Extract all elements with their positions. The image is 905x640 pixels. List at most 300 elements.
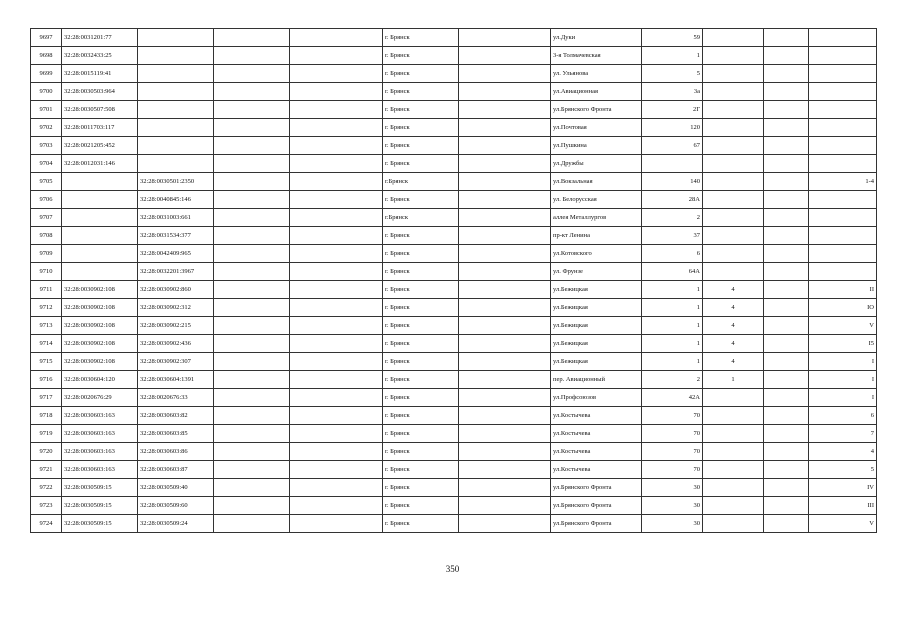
house-number-cell: 120 xyxy=(642,119,703,137)
cadastral-number-parcel-cell: 32:28:0032433:25 xyxy=(62,47,138,65)
building-number-cell xyxy=(703,389,764,407)
house-number-cell: 59 xyxy=(642,29,703,47)
house-number-cell: 1 xyxy=(642,353,703,371)
empty-cell-cell xyxy=(764,47,809,65)
street-cell: ул. Белорусская xyxy=(551,191,642,209)
empty-cell-cell xyxy=(764,191,809,209)
empty-cell-cell xyxy=(459,479,551,497)
house-number-cell: 1 xyxy=(642,47,703,65)
city-cell: г. Брянск xyxy=(383,371,459,389)
cadastral-number-object-cell xyxy=(138,119,214,137)
street-cell: ул.Дуки xyxy=(551,29,642,47)
apartment-cell: V xyxy=(809,515,877,533)
table-row xyxy=(31,137,877,155)
city-cell: г. Брянск xyxy=(383,515,459,533)
city-cell: г. Брянск xyxy=(383,191,459,209)
empty-cell-cell xyxy=(214,191,290,209)
empty-cell-cell xyxy=(764,29,809,47)
empty-cell-cell xyxy=(290,227,383,245)
cadastral-number-object-cell xyxy=(138,137,214,155)
building-number-cell xyxy=(703,497,764,515)
empty-cell-cell xyxy=(459,281,551,299)
house-number-cell: 70 xyxy=(642,443,703,461)
apartment-cell xyxy=(809,227,877,245)
empty-cell-cell xyxy=(290,83,383,101)
building-number-cell xyxy=(703,155,764,173)
city-cell: г. Брянск xyxy=(383,389,459,407)
table-row xyxy=(31,209,877,227)
apartment-cell: I5 xyxy=(809,335,877,353)
empty-cell-cell xyxy=(290,407,383,425)
empty-cell-cell xyxy=(290,245,383,263)
house-number-cell xyxy=(642,155,703,173)
building-number-cell: 4 xyxy=(703,317,764,335)
street-cell: ул.Авиационная xyxy=(551,83,642,101)
street-cell: ул.Котовского xyxy=(551,245,642,263)
cadastral-number-parcel-cell: 32:28:0021205:452 xyxy=(62,137,138,155)
building-number-cell xyxy=(703,29,764,47)
street-cell: ул. Фрунзе xyxy=(551,263,642,281)
empty-cell-cell xyxy=(459,209,551,227)
empty-cell-cell xyxy=(459,119,551,137)
empty-cell-cell xyxy=(214,443,290,461)
cadastral-number-object-cell: 32:28:0031003:661 xyxy=(138,209,214,227)
house-number-cell: 5 xyxy=(642,65,703,83)
apartment-cell: 1-4 xyxy=(809,173,877,191)
apartment-cell: II xyxy=(809,281,877,299)
city-cell: г.Брянск xyxy=(383,209,459,227)
empty-cell-cell xyxy=(459,353,551,371)
empty-cell-cell xyxy=(459,191,551,209)
apartment-cell xyxy=(809,101,877,119)
empty-cell-cell xyxy=(214,317,290,335)
street-cell: ул.Костычева xyxy=(551,443,642,461)
house-number-cell: 70 xyxy=(642,407,703,425)
row-number-cell: 9721 xyxy=(31,461,62,479)
empty-cell-cell xyxy=(214,335,290,353)
empty-cell-cell xyxy=(290,137,383,155)
empty-cell-cell xyxy=(764,443,809,461)
empty-cell-cell xyxy=(290,119,383,137)
house-number-cell: 1 xyxy=(642,317,703,335)
cadastral-number-object-cell: 32:28:0032201:3967 xyxy=(138,263,214,281)
street-cell: ул.Брянского Фронта xyxy=(551,101,642,119)
house-number-cell: 28А xyxy=(642,191,703,209)
empty-cell-cell xyxy=(764,155,809,173)
cadastral-number-object-cell: 32:28:0030603:85 xyxy=(138,425,214,443)
street-cell: ул.Бежицкая xyxy=(551,335,642,353)
city-cell: г. Брянск xyxy=(383,263,459,281)
apartment-cell: I xyxy=(809,371,877,389)
house-number-cell: 6 xyxy=(642,245,703,263)
empty-cell-cell xyxy=(459,65,551,83)
apartment-cell: IO xyxy=(809,299,877,317)
empty-cell-cell xyxy=(214,461,290,479)
empty-cell-cell xyxy=(290,29,383,47)
cadastral-number-object-cell: 32:28:0030902:436 xyxy=(138,335,214,353)
empty-cell-cell xyxy=(290,191,383,209)
street-cell: ул.Вокзальная xyxy=(551,173,642,191)
empty-cell-cell xyxy=(290,425,383,443)
empty-cell-cell xyxy=(764,299,809,317)
empty-cell-cell xyxy=(290,443,383,461)
city-cell: г. Брянск xyxy=(383,407,459,425)
building-number-cell xyxy=(703,101,764,119)
cadastral-number-parcel-cell: 32:28:0030603:163 xyxy=(62,425,138,443)
house-number-cell: 30 xyxy=(642,515,703,533)
table-row xyxy=(31,407,877,425)
empty-cell-cell xyxy=(764,407,809,425)
city-cell: г. Брянск xyxy=(383,299,459,317)
city-cell: г. Брянск xyxy=(383,443,459,461)
empty-cell-cell xyxy=(459,335,551,353)
empty-cell-cell xyxy=(764,65,809,83)
street-cell: ул.Костычева xyxy=(551,425,642,443)
empty-cell-cell xyxy=(764,389,809,407)
empty-cell-cell xyxy=(290,515,383,533)
empty-cell-cell xyxy=(214,245,290,263)
cadastral-number-object-cell xyxy=(138,47,214,65)
street-cell: ул.Профсоюзов xyxy=(551,389,642,407)
row-number-cell: 9724 xyxy=(31,515,62,533)
empty-cell-cell xyxy=(459,29,551,47)
empty-cell-cell xyxy=(764,263,809,281)
empty-cell-cell xyxy=(290,353,383,371)
building-number-cell xyxy=(703,461,764,479)
empty-cell-cell xyxy=(459,497,551,515)
table-row xyxy=(31,461,877,479)
house-number-cell: 30 xyxy=(642,497,703,515)
empty-cell-cell xyxy=(290,47,383,65)
street-cell: ул.Брянского Фронта xyxy=(551,497,642,515)
empty-cell-cell xyxy=(764,425,809,443)
street-cell: пер. Авиационный xyxy=(551,371,642,389)
house-number-cell: 67 xyxy=(642,137,703,155)
empty-cell-cell xyxy=(290,479,383,497)
empty-cell-cell xyxy=(459,371,551,389)
house-number-cell: 3а xyxy=(642,83,703,101)
table-row xyxy=(31,479,877,497)
apartment-cell: 6 xyxy=(809,407,877,425)
empty-cell-cell xyxy=(459,407,551,425)
table-row xyxy=(31,317,877,335)
city-cell: г. Брянск xyxy=(383,317,459,335)
apartment-cell: III xyxy=(809,497,877,515)
row-number-cell: 9722 xyxy=(31,479,62,497)
building-number-cell xyxy=(703,407,764,425)
row-number-cell: 9709 xyxy=(31,245,62,263)
street-cell: ул.Брянского Фронта xyxy=(551,479,642,497)
city-cell: г. Брянск xyxy=(383,119,459,137)
apartment-cell: 4 xyxy=(809,443,877,461)
empty-cell-cell xyxy=(214,155,290,173)
cadastral-number-parcel-cell xyxy=(62,191,138,209)
empty-cell-cell xyxy=(459,515,551,533)
row-number-cell: 9714 xyxy=(31,335,62,353)
cadastral-number-parcel-cell xyxy=(62,263,138,281)
cadastral-number-parcel-cell xyxy=(62,227,138,245)
cadastral-number-parcel-cell: 32:28:0030902:108 xyxy=(62,335,138,353)
street-cell: аллея Металлургов xyxy=(551,209,642,227)
street-cell: ул.Почтовая xyxy=(551,119,642,137)
cadastral-number-parcel-cell: 32:28:0030509:15 xyxy=(62,479,138,497)
apartment-cell xyxy=(809,155,877,173)
table-row xyxy=(31,515,877,533)
row-number-cell: 9717 xyxy=(31,389,62,407)
table-row xyxy=(31,443,877,461)
cadastral-number-object-cell xyxy=(138,155,214,173)
empty-cell-cell xyxy=(290,371,383,389)
building-number-cell xyxy=(703,137,764,155)
empty-cell-cell xyxy=(290,299,383,317)
apartment-cell xyxy=(809,245,877,263)
city-cell: г. Брянск xyxy=(383,137,459,155)
cadastral-number-object-cell: 32:28:0030501:2350 xyxy=(138,173,214,191)
empty-cell-cell xyxy=(214,173,290,191)
empty-cell-cell xyxy=(764,245,809,263)
empty-cell-cell xyxy=(764,371,809,389)
empty-cell-cell xyxy=(214,209,290,227)
cadastral-number-parcel-cell: 32:28:0030603:163 xyxy=(62,461,138,479)
apartment-cell: IV xyxy=(809,479,877,497)
cadastral-number-parcel-cell xyxy=(62,173,138,191)
table-row xyxy=(31,299,877,317)
apartment-cell xyxy=(809,137,877,155)
empty-cell-cell xyxy=(290,461,383,479)
building-number-cell: 1 xyxy=(703,371,764,389)
building-number-cell xyxy=(703,227,764,245)
data-table xyxy=(30,28,877,533)
empty-cell-cell xyxy=(290,101,383,119)
table-row xyxy=(31,101,877,119)
empty-cell-cell xyxy=(290,317,383,335)
cadastral-number-object-cell xyxy=(138,29,214,47)
house-number-cell: 2 xyxy=(642,209,703,227)
empty-cell-cell xyxy=(459,389,551,407)
row-number-cell: 9715 xyxy=(31,353,62,371)
house-number-cell: 37 xyxy=(642,227,703,245)
city-cell: г. Брянск xyxy=(383,425,459,443)
row-number-cell: 9697 xyxy=(31,29,62,47)
city-cell: г. Брянск xyxy=(383,227,459,245)
cadastral-number-parcel-cell: 32:28:0011703:117 xyxy=(62,119,138,137)
house-number-cell: 1 xyxy=(642,281,703,299)
building-number-cell: 4 xyxy=(703,353,764,371)
cadastral-number-object-cell: 32:28:0030902:312 xyxy=(138,299,214,317)
city-cell: г. Брянск xyxy=(383,353,459,371)
apartment-cell xyxy=(809,65,877,83)
street-cell: ул.Бежицкая xyxy=(551,281,642,299)
street-cell: ул.Костычева xyxy=(551,407,642,425)
table-row xyxy=(31,47,877,65)
table-row xyxy=(31,281,877,299)
apartment-cell xyxy=(809,209,877,227)
row-number-cell: 9698 xyxy=(31,47,62,65)
table-row xyxy=(31,353,877,371)
cadastral-number-parcel-cell xyxy=(62,209,138,227)
apartment-cell: I xyxy=(809,389,877,407)
table-row xyxy=(31,191,877,209)
cadastral-number-parcel-cell: 32:28:0030902:108 xyxy=(62,353,138,371)
row-number-cell: 9702 xyxy=(31,119,62,137)
empty-cell-cell xyxy=(290,497,383,515)
table-row xyxy=(31,155,877,173)
table-row xyxy=(31,119,877,137)
cadastral-number-parcel-cell: 32:28:0030503:964 xyxy=(62,83,138,101)
apartment-cell xyxy=(809,191,877,209)
row-number-cell: 9716 xyxy=(31,371,62,389)
cadastral-number-object-cell: 32:28:0030902:215 xyxy=(138,317,214,335)
empty-cell-cell xyxy=(764,173,809,191)
row-number-cell: 9713 xyxy=(31,317,62,335)
empty-cell-cell xyxy=(290,281,383,299)
empty-cell-cell xyxy=(214,515,290,533)
city-cell: г. Брянск xyxy=(383,47,459,65)
cadastral-number-parcel-cell: 32:28:0030509:15 xyxy=(62,515,138,533)
empty-cell-cell xyxy=(214,83,290,101)
empty-cell-cell xyxy=(290,65,383,83)
empty-cell-cell xyxy=(459,227,551,245)
empty-cell-cell xyxy=(290,263,383,281)
street-cell: ул. Ульянова xyxy=(551,65,642,83)
building-number-cell xyxy=(703,119,764,137)
apartment-cell xyxy=(809,29,877,47)
empty-cell-cell xyxy=(214,281,290,299)
empty-cell-cell xyxy=(459,137,551,155)
building-number-cell: 4 xyxy=(703,335,764,353)
empty-cell-cell xyxy=(214,263,290,281)
apartment-cell: I xyxy=(809,353,877,371)
empty-cell-cell xyxy=(459,443,551,461)
table-row xyxy=(31,263,877,281)
empty-cell-cell xyxy=(459,245,551,263)
empty-cell-cell xyxy=(764,101,809,119)
empty-cell-cell xyxy=(459,263,551,281)
cadastral-number-object-cell xyxy=(138,101,214,119)
empty-cell-cell xyxy=(459,173,551,191)
empty-cell-cell xyxy=(214,425,290,443)
cadastral-number-object-cell: 32:28:0030603:82 xyxy=(138,407,214,425)
building-number-cell xyxy=(703,83,764,101)
city-cell: г. Брянск xyxy=(383,281,459,299)
empty-cell-cell xyxy=(459,299,551,317)
cadastral-number-parcel-cell: 32:28:0030902:108 xyxy=(62,281,138,299)
house-number-cell: 70 xyxy=(642,461,703,479)
street-cell: ул.Бежицкая xyxy=(551,353,642,371)
apartment-cell xyxy=(809,47,877,65)
cadastral-number-object-cell: 32:28:0030902:307 xyxy=(138,353,214,371)
table-body xyxy=(31,29,877,533)
house-number-cell: 30 xyxy=(642,479,703,497)
apartment-cell: V xyxy=(809,317,877,335)
table-row xyxy=(31,371,877,389)
apartment-cell xyxy=(809,263,877,281)
empty-cell-cell xyxy=(214,479,290,497)
street-cell: ул.Костычева xyxy=(551,461,642,479)
building-number-cell: 4 xyxy=(703,281,764,299)
empty-cell-cell xyxy=(764,461,809,479)
empty-cell-cell xyxy=(214,299,290,317)
empty-cell-cell xyxy=(459,461,551,479)
cadastral-number-parcel-cell: 32:28:0030603:163 xyxy=(62,443,138,461)
empty-cell-cell xyxy=(214,101,290,119)
empty-cell-cell xyxy=(290,335,383,353)
empty-cell-cell xyxy=(459,155,551,173)
house-number-cell: 140 xyxy=(642,173,703,191)
house-number-cell: 2 xyxy=(642,371,703,389)
cadastral-number-parcel-cell: 32:28:0030902:108 xyxy=(62,317,138,335)
row-number-cell: 9701 xyxy=(31,101,62,119)
table-row xyxy=(31,335,877,353)
table-row xyxy=(31,65,877,83)
cadastral-number-parcel-cell: 32:28:0030603:163 xyxy=(62,407,138,425)
empty-cell-cell xyxy=(214,353,290,371)
row-number-cell: 9719 xyxy=(31,425,62,443)
building-number-cell xyxy=(703,173,764,191)
cadastral-number-object-cell: 32:28:0031534:377 xyxy=(138,227,214,245)
empty-cell-cell xyxy=(459,47,551,65)
empty-cell-cell xyxy=(459,83,551,101)
row-number-cell: 9703 xyxy=(31,137,62,155)
cadastral-number-object-cell: 32:28:0030902:860 xyxy=(138,281,214,299)
house-number-cell: 1 xyxy=(642,335,703,353)
empty-cell-cell xyxy=(459,425,551,443)
empty-cell-cell xyxy=(764,83,809,101)
empty-cell-cell xyxy=(459,317,551,335)
cadastral-number-object-cell: 32:28:0040845:146 xyxy=(138,191,214,209)
building-number-cell xyxy=(703,515,764,533)
building-number-cell xyxy=(703,245,764,263)
table-row xyxy=(31,227,877,245)
building-number-cell xyxy=(703,209,764,227)
city-cell: г. Брянск xyxy=(383,155,459,173)
empty-cell-cell xyxy=(764,209,809,227)
empty-cell-cell xyxy=(290,173,383,191)
street-cell: 3-я Толмачевская xyxy=(551,47,642,65)
apartment-cell: 5 xyxy=(809,461,877,479)
empty-cell-cell xyxy=(214,29,290,47)
cadastral-number-object-cell: 32:28:0042409:965 xyxy=(138,245,214,263)
street-cell: ул.Бежицкая xyxy=(551,317,642,335)
cadastral-number-object-cell: 32:28:0020676:33 xyxy=(138,389,214,407)
table-row xyxy=(31,389,877,407)
cadastral-number-object-cell: 32:28:0030509:40 xyxy=(138,479,214,497)
empty-cell-cell xyxy=(214,227,290,245)
cadastral-number-object-cell: 32:28:0030509:24 xyxy=(138,515,214,533)
building-number-cell: 4 xyxy=(703,299,764,317)
cadastral-number-parcel-cell: 32:28:0030604:120 xyxy=(62,371,138,389)
street-cell: ул.Пушкина xyxy=(551,137,642,155)
city-cell: г. Брянск xyxy=(383,245,459,263)
row-number-cell: 9718 xyxy=(31,407,62,425)
city-cell: г. Брянск xyxy=(383,335,459,353)
empty-cell-cell xyxy=(764,515,809,533)
building-number-cell xyxy=(703,263,764,281)
empty-cell-cell xyxy=(214,137,290,155)
row-number-cell: 9723 xyxy=(31,497,62,515)
cadastral-number-parcel-cell: 32:28:0015119:41 xyxy=(62,65,138,83)
cadastral-number-parcel-cell xyxy=(62,245,138,263)
building-number-cell xyxy=(703,443,764,461)
empty-cell-cell xyxy=(290,155,383,173)
row-number-cell: 9708 xyxy=(31,227,62,245)
empty-cell-cell xyxy=(764,281,809,299)
empty-cell-cell xyxy=(764,353,809,371)
table-row xyxy=(31,425,877,443)
building-number-cell xyxy=(703,191,764,209)
table-row xyxy=(31,29,877,47)
empty-cell-cell xyxy=(764,119,809,137)
